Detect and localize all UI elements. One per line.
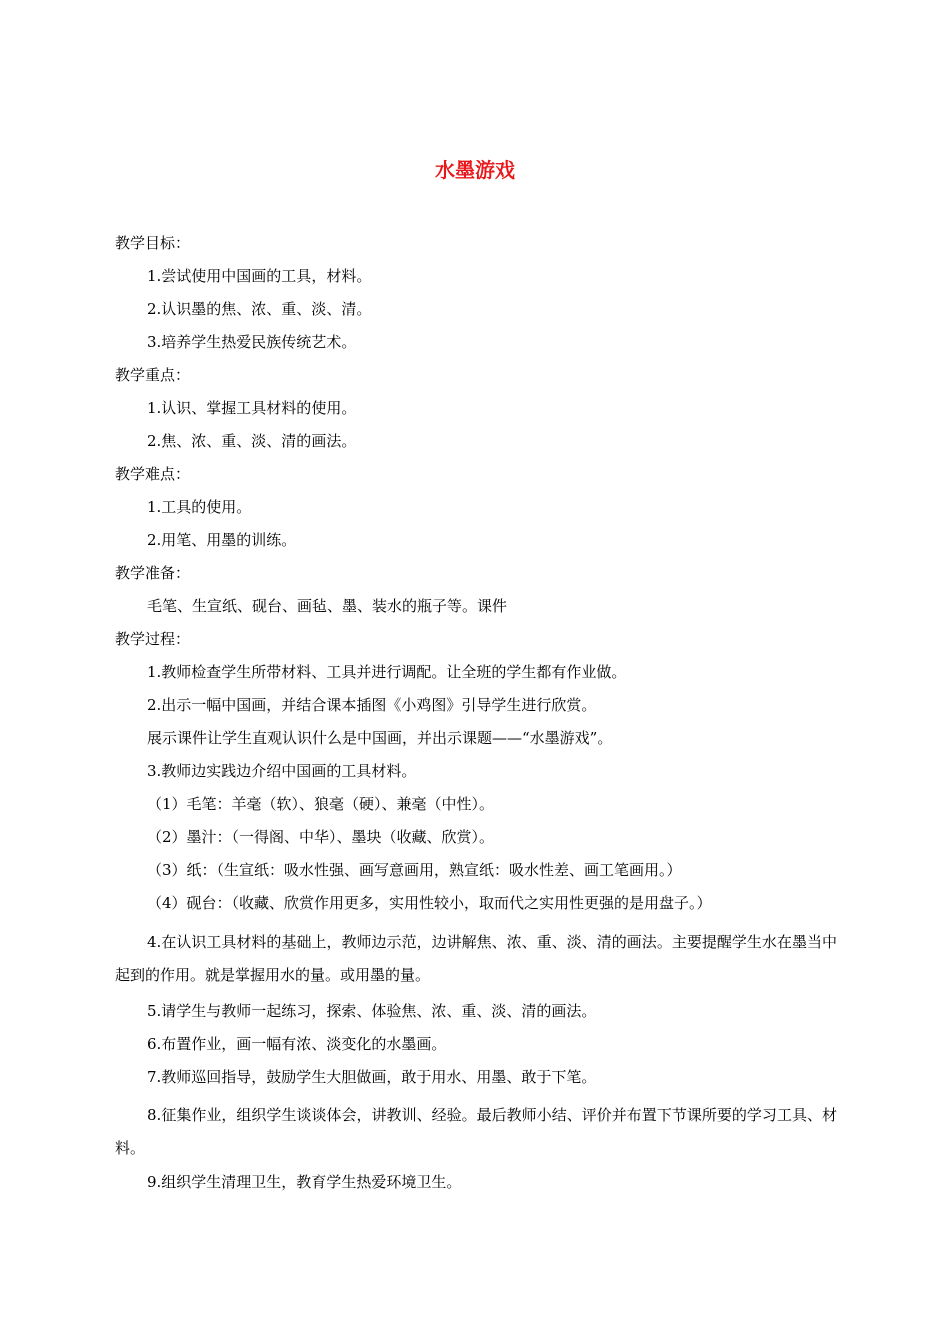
key-points-heading: 教学重点： xyxy=(115,366,191,384)
process-step: 9.组织学生清理卫生，教育学生热爱环境卫生。 xyxy=(147,1173,462,1191)
process-step: 8.征集作业，组织学生谈谈体会，讲教训、经验。最后教师小结、评价并布置下节课所要的学习工具、材料。 xyxy=(115,1106,837,1157)
preparation-item: 毛笔、生宣纸、砚台、画毡、墨、装水的瓶子等。课件 xyxy=(147,597,508,615)
difficulties-item: 2.用笔、用墨的训练。 xyxy=(147,531,297,549)
process-step: 展示课件让学生直观认识什么是中国画，并出示课题——“水墨游戏”。 xyxy=(147,729,613,747)
key-points-item: 2.焦、浓、重、淡、清的画法。 xyxy=(147,432,357,450)
difficulties-heading: 教学难点： xyxy=(115,465,191,483)
process-step: 3.教师边实践边介绍中国画的工具材料。 xyxy=(147,762,417,780)
process-step: 5.请学生与教师一起练习，探索、体验焦、浓、重、淡、清的画法。 xyxy=(147,1002,597,1020)
process-heading: 教学过程： xyxy=(115,630,191,648)
process-substep: （4）砚台：（收藏、欣赏作用更多，实用性较小，取而代之实用性更强的是用盘子。） xyxy=(147,894,712,912)
process-step: 2.出示一幅中国画，并结合课本插图《小鸡图》引导学生进行欣赏。 xyxy=(147,696,597,714)
process-substep: （3）纸：（生宣纸：吸水性强、画写意画用，熟宣纸：吸水性差、画工笔画用。） xyxy=(147,861,682,879)
process-substep: （2）墨汁：（一得阁、中华）、墨块（收藏、欣赏）。 xyxy=(147,828,495,846)
process-step: 1.教师检查学生所带材料、工具并进行调配。让全班的学生都有作业做。 xyxy=(147,663,627,681)
process-step: 4.在认识工具材料的基础上，教师边示范，边讲解焦、浓、重、淡、清的画法。主要提醒学生水在墨当中起到的作用。就是掌握用水的量。或用墨的量。 xyxy=(115,933,837,984)
process-step: 7.教师巡回指导，鼓励学生大胆做画，敢于用水、用墨、敢于下笔。 xyxy=(147,1068,597,1086)
goals-heading: 教学目标： xyxy=(115,234,191,252)
goals-item: 3.培养学生热爱民族传统艺术。 xyxy=(147,333,357,351)
goals-item: 2.认识墨的焦、浓、重、淡、清。 xyxy=(147,300,372,318)
page-title: 水墨游戏 xyxy=(435,158,515,182)
process-step: 6.布置作业，画一幅有浓、淡变化的水墨画。 xyxy=(147,1035,447,1053)
difficulties-item: 1.工具的使用。 xyxy=(147,498,252,516)
preparation-heading: 教学准备： xyxy=(115,564,191,582)
key-points-item: 1.认识、掌握工具材料的使用。 xyxy=(147,399,357,417)
goals-item: 1.尝试使用中国画的工具，材料。 xyxy=(147,267,372,285)
process-substep: （1）毛笔：羊毫（软）、狼毫（硬）、兼毫（中性）。 xyxy=(147,795,495,813)
